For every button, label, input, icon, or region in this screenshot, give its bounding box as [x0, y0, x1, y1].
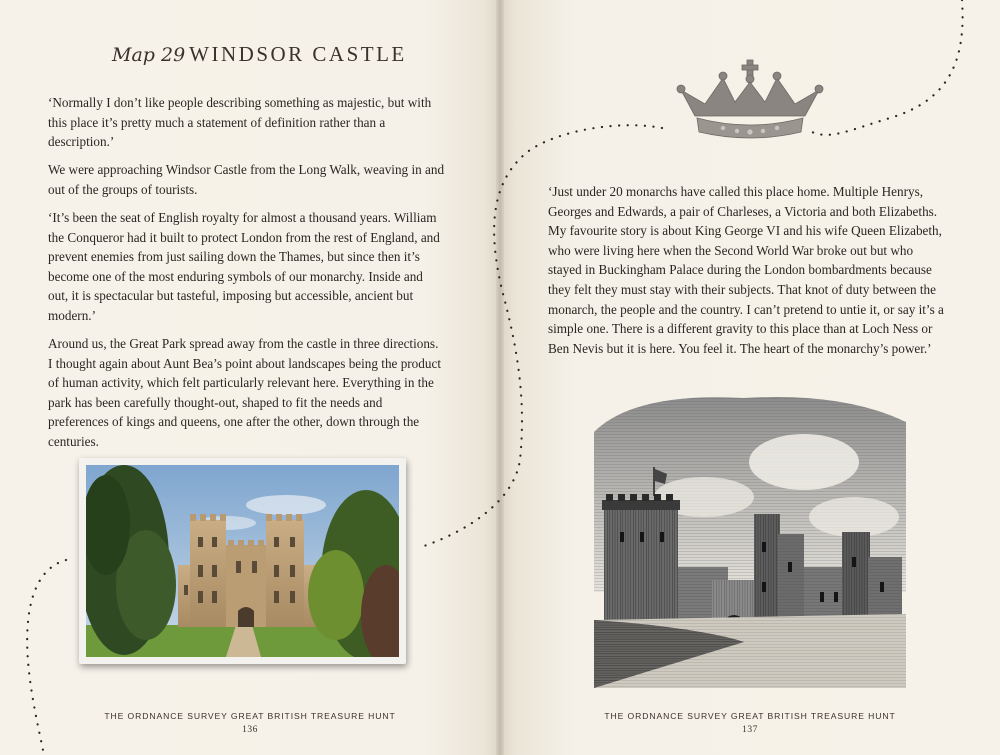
castle-photo-image: [86, 465, 399, 657]
book-gutter: [496, 0, 504, 755]
paragraph: ‘Just under 20 monarchs have called this place home. Multiple Henrys, Georges and Edwards, a pair of Charleses, a Victoria and both Elizabeths. My favourite story is about King George VI and his wife Queen Elizabeth, who were living here when the Second World War broke out but who stayed in Buckingham Palace during the London bombardments because they felt they must stay with their subjects. That knot of duty between the monarch, the people and the country. I can’t pretend to untie it, or say it’s a simple one. There is a different gravity to this place than at Loch Ness or Ben Nevis but it is here. You feel it. The heart of the monarchy’s power.’: [548, 184, 944, 356]
castle-photo: [79, 458, 406, 664]
paragraph: ‘Normally I don’t like people describing something as majestic, but with this place it’s pretty much a statement of definition rather than a description.’: [48, 95, 432, 150]
running-footer-title: THE ORDNANCE SURVEY GREAT BRITISH TREASURE HUNT: [104, 711, 396, 721]
page-number: 137: [742, 725, 758, 735]
running-footer-title: THE ORDNANCE SURVEY GREAT BRITISH TREASURE HUNT: [604, 711, 896, 721]
paragraph: Around us, the Great Park spread away from the castle in three directions. I thought again about Aunt Bea’s point about landscapes being the product of human activity, which felt particularly relevant here. Everything in the park has been carefully thought-out, shaped to fit the needs and preferences of kings and queens, one after the other, down through the centuries.: [48, 336, 441, 449]
paragraph: ‘It’s been the seat of English royalty for almost a thousand years. William the Conqueror had it built to protect London from the rest of England, and prevent enemies from just sailing down the Thames, but since then it’s become one of the most enduring symbols of our monarchy. Inside and out, it is spectacular but tasteful, imposing but accessible, ancient but modern.’: [48, 209, 440, 323]
chapter-heading: [112, 42, 407, 72]
crown-icon: [675, 58, 825, 150]
page-number: 136: [242, 725, 258, 735]
right-text-block: [548, 182, 950, 367]
castle-engraving: [594, 392, 906, 688]
chapter-title: WINDSOR CASTLE: [189, 42, 407, 66]
castle-engraving-image: [594, 392, 906, 688]
right-footer: [550, 711, 950, 735]
map-number: Map 29: [112, 44, 186, 66]
left-text-block: [48, 93, 446, 460]
paragraph: We were approaching Windsor Castle from the Long Walk, weaving in and out of the groups of tourists.: [48, 162, 445, 197]
left-footer: [50, 711, 450, 735]
